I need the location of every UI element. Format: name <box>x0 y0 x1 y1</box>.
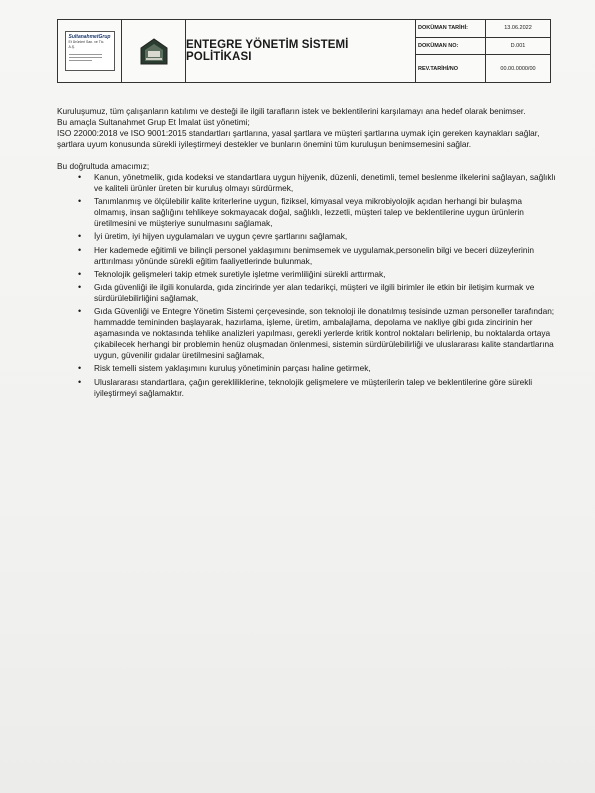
meta-label: DOKÜMAN TARİHİ: <box>416 20 486 37</box>
list-item: • Gıda güvenliği ile ilgili konularda, gıda zincirinde yer alan tedarikçi, müşteri ve ilgili birimler ile etkin bir iletişim kurmak ve sürdürülebilirliğini sağlamak, <box>57 282 557 304</box>
logo-tagline: Et Ürünleri San. ve Tic. A.Ş. <box>68 40 105 49</box>
meta-value: 13.06.2022 <box>504 25 532 32</box>
certification-seal-icon <box>137 36 171 66</box>
list-item: • İyi üretim, iyi hijyen uygulamaları ve uygun çevre şartlarını sağlamak, <box>57 231 557 242</box>
goals-intro: Bu doğrultuda amacımız; <box>57 161 150 171</box>
meta-row-number <box>416 38 550 56</box>
standards-paragraph: ISO 22000:2018 ve ISO 9001:2015 standartları şartlarına, yasal şartlara ve müşteri şartlarına uymak için gereken kaynakları sağlar, şartlara uyum konusunda sürekli iyileştirmeyi destekler ve bunların önemini tüm kuruluşun benimsemesini sağlar. <box>57 128 540 149</box>
meta-value: 00.00.0000/00 <box>500 65 536 72</box>
meta-label: DOKÜMAN NO: <box>416 38 486 55</box>
seal-cell <box>122 20 186 82</box>
document-header-table <box>57 19 551 83</box>
meta-value: D.001 <box>510 43 526 49</box>
list-item: • Uluslararası standartlara, çağın gerekliliklerine, teknolojik gelişmelere ve müşterilerin talep ve beklentilerine göre sürekli iyileştirmeyi sağlamaktır. <box>57 377 557 399</box>
meta-label: REV.TARİHİ/NO <box>416 55 486 82</box>
list-item: • Gıda Güvenliği ve Entegre Yönetim Sistemi çerçevesinde, son teknoloji ile donatılmış tesisinde uzman personeller tarafından; hammadde temininden başlayarak, hazırlama, işleme, üretim, ambalajlama, depolama ve nakliye gibi gıda zincirinin her aşamasında ve noktasında tehlike analizleri yapılması, gerekli yerlerde kritik kontrol noktaları belirlenip, bu noktalarda ortaya çıkabilecek herhangi bir problemin henüz oluşmadan önlenmesi, sistemin sürdürülebilirliği ve uluslararası kalite standartlarına uygun, güvenilir gıdalar üretilmesini sağlamak, <box>57 306 557 361</box>
company-logo <box>65 31 115 71</box>
document-meta <box>416 20 550 82</box>
logo-cell <box>58 20 122 82</box>
list-item: • Risk temelli sistem yaklaşımını kuruluş yönetiminin parçası haline getirmek, <box>57 363 557 374</box>
document-title: ENTEGRE YÖNETİM SİSTEMİ POLİTİKASI <box>186 39 349 63</box>
list-item: • Kanun, yönetmelik, gıda kodeksi ve standartlara uygun hijyenik, düzenli, denetimli, temel beslenme ilkelerini sağlayan, sağlıklı ve kaliteli ürünler üreten bir kuruluş olmayı sürdürmek, <box>57 172 557 194</box>
goals-list <box>57 172 557 399</box>
management-line: Bu amaçla Sultanahmet Grup Et İmalat üst yönetimi; <box>57 117 250 127</box>
list-item: • Tanımlanmış ve ölçülebilir kalite kriterlerine uygun, fiziksel, kimyasal veya mikrobiyolojik açıdan herhangi bir bulaşma olmamış, insan sağlığını tehlikeye sokmayacak doğal, sağlıklı, lezzetli, müşteri talep ve beklentilerine uygun ürünlerin üretilmesini ve müşteriye sunulmasını sağlamak, <box>57 196 557 229</box>
logo-address-lines <box>69 52 111 63</box>
meta-row-date <box>416 20 550 38</box>
list-item: • Her kademede eğitimli ve bilinçli personel yaklaşımını benimsemek ve uygulamak,personelin bilgi ve beceri düzeylerinin arttırılması yönünde sürekli eğitim faaliyetlerinde bulunmak, <box>57 245 557 267</box>
logo-name: SultanahmetGrup <box>68 34 111 40</box>
title-cell <box>186 20 416 82</box>
policy-body <box>57 106 557 401</box>
meta-row-revision <box>416 55 550 82</box>
list-item: • Teknolojik gelişmeleri takip etmek suretiyle işletme verimliliğini sürekli arttırmak, <box>57 269 557 280</box>
intro-paragraph: Kuruluşumuz, tüm çalışanların katılımı ve desteği ile ilgili tarafların istek ve beklentilerini karşılamayı ana hedef olarak benimser. <box>57 106 526 116</box>
